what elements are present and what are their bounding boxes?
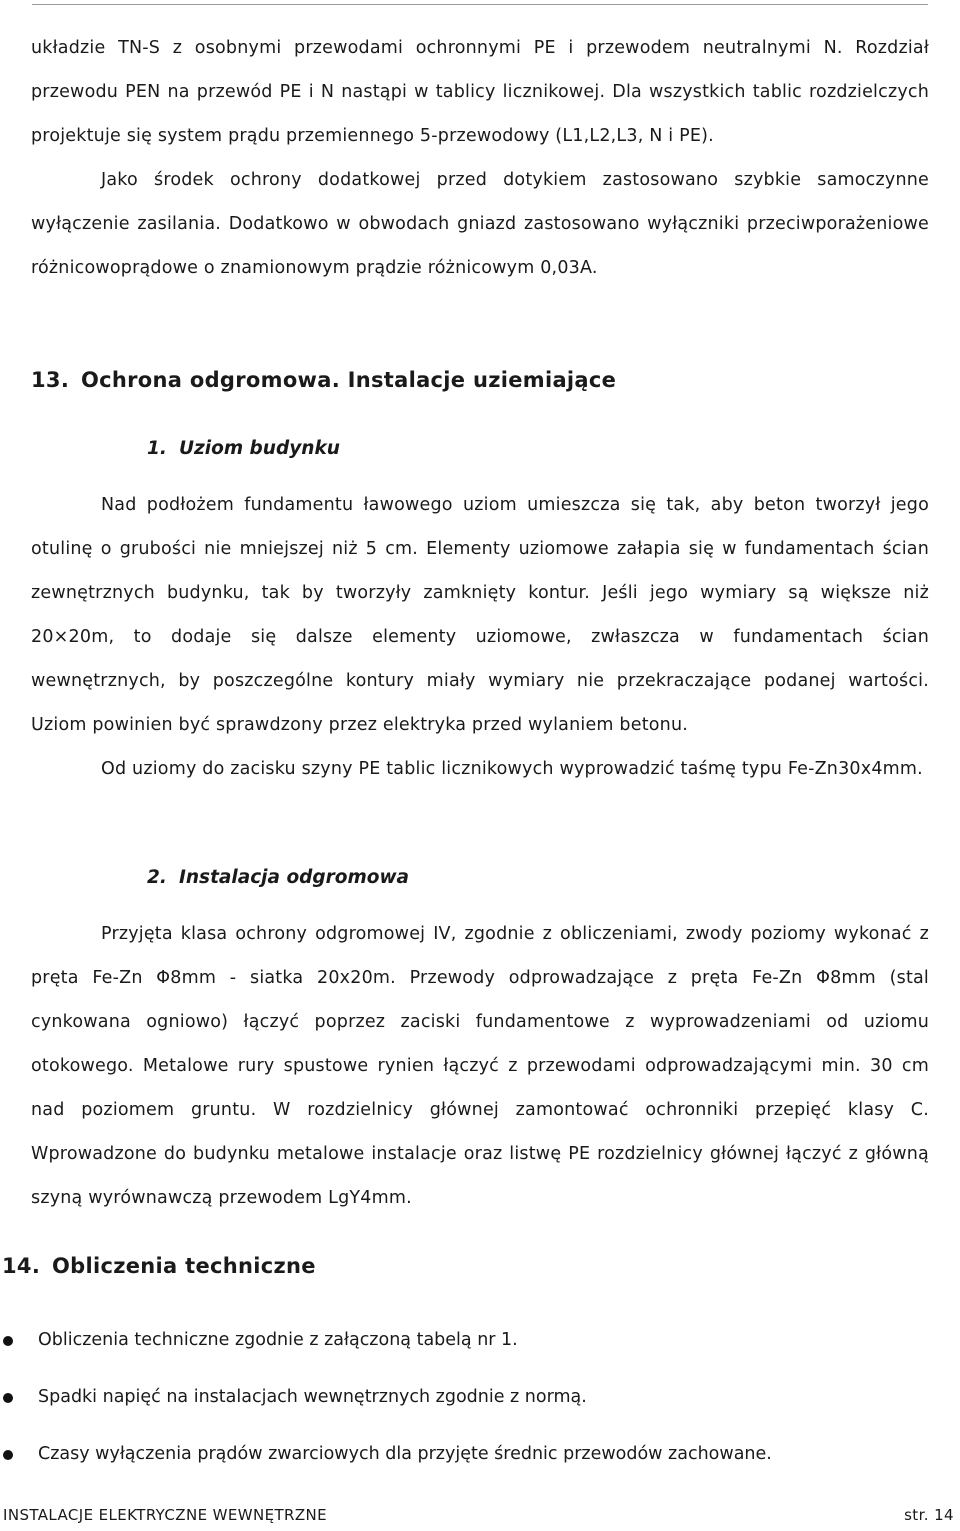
subsection-2-title: Instalacja odgromowa [179,867,410,888]
bullet-icon [3,1336,13,1346]
subsection-1-number: 1. [147,438,167,459]
header-rule [32,4,928,5]
section-13-title: Ochrona odgromowa. Instalacje uziemiające [81,368,617,392]
uziom-paragraph-2: Od uziomy do zacisku szyny PE tablic licznikowych wyprowadzić taśmę typu Fe-Zn30x4mm. [101,759,923,779]
subsection-1-heading [147,438,340,459]
page-footer [3,1506,954,1524]
uziom-paragraph-1: Nad podłożem fundamentu ławowego uziom umieszcza się tak, aby beton tworzył jego otulinę o grubości nie mniejszej niż 5 cm. Elementy uziomowe załapia się w fundamentach ścian zewnętrznych budynku, tak by tworzyły zamknięty kontur. Jeśli jego wymiary są większe niż 20×20m, to dodaje się dalsze elementy uziomowe, zwłaszcza w fundamentach ścian wewnętrznych, by poszczególne kontury miały wymiary nie przekraczające podanej wartości. Uziom powinien być sprawdzony przez elektryka przed wylaniem betonu. [31,495,929,735]
bullet-icon [3,1393,13,1403]
section-14-title: Obliczenia techniczne [52,1254,316,1278]
calculations-list [31,1328,929,1499]
section-13-heading [31,368,616,392]
subsection-1-title: Uziom budynku [179,438,340,459]
section-14-number: 14. [2,1254,41,1278]
subsection-2-body [31,912,929,1220]
intro-paragraph-1: układzie TN-S z osobnymi przewodami ochronnymi PE i przewodem neutralnymi N. Rozdział przewodu PEN na przewód PE i N nastąpi w tablicy licznikowej. Dla wszystkich tablic rozdzielczych projektuje się system prądu przemiennego 5-przewodowy (L1,L2,L3, N i PE). [31,38,929,146]
list-item: Spadki napięć na instalacjach wewnętrznych zgodnie z normą. [31,1385,929,1442]
subsection-2-number: 2. [147,867,167,888]
section-13-number: 13. [31,368,70,392]
intro-block [31,26,929,290]
list-item: Czasy wyłączenia prądów zwarciowych dla przyjęte średnic przewodów zachowane. [31,1442,929,1499]
section-14-heading [2,1254,316,1278]
footer-document-title: INSTALACJE ELEKTRYCZNE WEWNĘTRZNE [3,1506,328,1524]
page-number: str. 14 [904,1506,954,1524]
bullet-icon [3,1450,13,1460]
subsection-2-heading [147,867,409,888]
list-item: Obliczenia techniczne zgodnie z załączoną tabelą nr 1. [31,1328,929,1385]
odgromowa-paragraph: Przyjęta klasa ochrony odgromowej IV, zgodnie z obliczeniami, zwody poziomy wykonać z pręta Fe-Zn Φ8mm - siatka 20x20m. Przewody odprowadzające z pręta Fe-Zn Φ8mm (stal cynkowana ogniowo) łączyć poprzez zaciski fundamentowe z wyprowadzeniami od uziomu otokowego. Metalowe rury spustowe rynien łączyć z przewodami odprowadzającymi min. 30 cm nad poziomem gruntu. W rozdzielnicy głównej zamontować ochronniki przepięć klasy C. Wprowadzone do budynku metalowe instalacje oraz listwę PE rozdzielnicy głównej łączyć z główną szyną wyrównawczą przewodem LgY4mm. [31,924,929,1208]
intro-paragraph-2: Jako środek ochrony dodatkowej przed dotykiem zastosowano szybkie samoczynne wyłączenie zasilania. Dodatkowo w obwodach gniazd zastosowano wyłączniki przeciwporażeniowe różnicowoprądowe o znamionowym prądzie różnicowym 0,03A. [31,170,929,278]
subsection-1-body [31,483,929,791]
